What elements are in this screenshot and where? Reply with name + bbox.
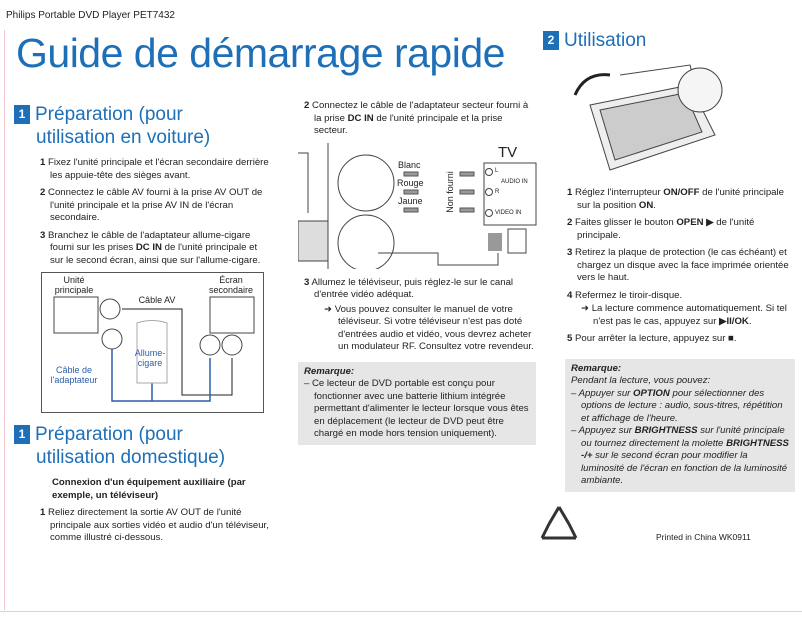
label-yellow: Jaune <box>398 195 423 206</box>
column-2 <box>298 100 538 445</box>
product-header: Philips Portable DVD Player PET7432 <box>6 10 175 21</box>
label-audio-r: R <box>495 188 500 195</box>
step: 5 Pour arrêter la lecture, appuyez sur ■. <box>567 333 737 344</box>
usage-steps <box>565 187 793 351</box>
column-1 <box>14 103 290 545</box>
car-setup-steps <box>38 157 270 272</box>
step: 1 Fixez l'unité principale et l'écran secondaire derrière les appuie-tête des sièges avant. <box>40 157 269 181</box>
label-adapter-cable: Câble de l'adaptateur <box>50 365 98 385</box>
page-title: Guide de démarrage rapide <box>16 30 505 76</box>
step: 2 Connectez le câble AV fourni à la prise AV OUT de l'unité principale et la prise AV IN de l'écran secondaire. <box>40 187 263 223</box>
print-info: Printed in China WK0911 <box>656 532 751 542</box>
section-home-setup-heading: 1 Préparation (pour utilisation domestique) <box>14 423 290 469</box>
column-3 <box>565 187 797 544</box>
step: 3 Retirez la plaque de protection (le cas échéant) et chargez un disque avec la face imprimée orientée vers le haut. <box>567 247 789 283</box>
section-car-setup-heading: 1 Préparation (pour utilisation en voiture) <box>14 103 290 149</box>
step-4-result: ➜ La lecture commence automatiquement. Si tel n'est pas le cas, appuyez sur ▶II/OK. <box>581 303 787 327</box>
step: 3 Branchez le câble de l'adaptateur allume-cigare fourni sur les prises DC IN de l'unité principale et sur le second écran, ainsi que sur l'allume-cigare. <box>40 229 261 266</box>
label-main-unit: Unité principale <box>54 275 94 295</box>
label-lighter: Allume-cigare <box>134 348 166 368</box>
page-edge-left <box>4 30 5 610</box>
aux-subheading: Connexion d'un équipement auxiliaire (par exemple, un téléviseur) <box>52 477 246 501</box>
step: 2 Faites glisser le bouton OPEN ▶ de l'unité principale. <box>567 217 755 241</box>
section-number: 2 <box>543 31 559 50</box>
dvd-player-illustration <box>570 60 730 180</box>
label-white: Blanc <box>398 159 421 170</box>
label-second-screen: Écran secondaire <box>208 275 254 295</box>
note-playback: Remarque: Pendant la lecture, vous pouvez: – Appuyer sur OPTION pour sélectionner des options de lecture : audio, sous-titres, répétition et affichage de l'heure. – Appuyez sur BRIGHTNESS sur l'unité principale ou tournez directement la molette BRIGHTNESS -/+ sur le second écran pour modifier la luminosité de l'écran en fonction de la luminosité ambiante. <box>565 359 795 492</box>
label-tv: TV <box>498 143 518 161</box>
car-connection-diagram <box>41 272 264 413</box>
section-number: 1 <box>14 105 30 124</box>
step: 4 Refermez le tiroir-disque. <box>567 289 683 301</box>
footer-row <box>538 504 797 544</box>
label-not-supplied: Non fourni <box>445 170 455 213</box>
section-usage-heading: 2 Utilisation <box>543 29 646 52</box>
home-step-3: 3 Allumez le téléviseur, puis réglez-le sur le canal d'entrée vidéo adéquat. ➜ Vous pouvez consulter le manuel de votre téléviseur. Si votre téléviseur n'est pas doté d'entrées audio et vidéo, vous devrez acheter un modulateur RF. Consultez votre revendeur. <box>304 276 534 352</box>
page-edge-bottom <box>0 611 802 612</box>
label-audio-l: L <box>495 167 499 174</box>
home-step-2: 2 Connectez le câble de l'adaptateur secteur fourni à la prise DC IN de l'unité principale et la prise secteur. <box>304 100 529 136</box>
label-video-in: VIDEO IN <box>495 209 522 216</box>
section-number: 1 <box>14 425 30 444</box>
tv-connection-diagram <box>298 143 538 269</box>
recycle-icon <box>538 504 580 544</box>
home-step-1: 1 Reliez directement la sortie AV OUT de l'unité principale aux sorties vidéo et audio d'un téléviseur, comme illustré ci-dessous. <box>40 507 269 543</box>
label-av-cable: Câble AV <box>138 295 176 305</box>
note-battery: Remarque: – Ce lecteur de DVD portable est conçu pour fonctionner avec une batterie lithium intégrée permettant d'alimenter le lecteur lorsque vous êtes en déplacement (le lecteur de DVD peut être chargé en mode hors tension uniquement). <box>298 362 536 445</box>
step: 1 Réglez l'interrupteur ON/OFF de l'unité principale sur la position ON. <box>567 187 784 211</box>
label-audio-in: AUDIO IN <box>501 178 528 185</box>
label-red: Rouge <box>397 177 424 188</box>
